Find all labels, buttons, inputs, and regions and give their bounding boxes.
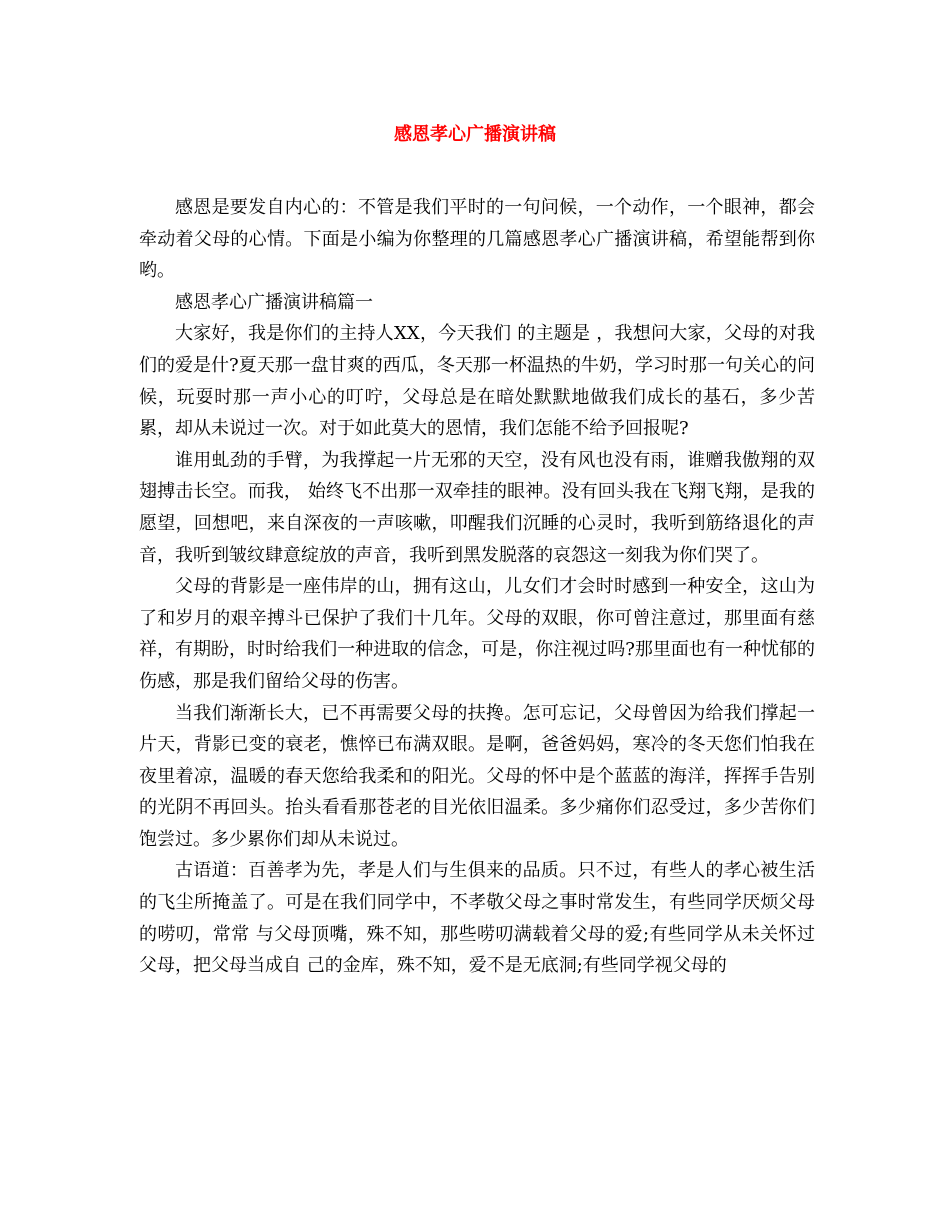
paragraph-1: 大家好，我是你们的主持人XX，今天我们 的主题是 ，我想问大家，父母的对我们的爱是什?夏天那一盘甘爽的西瓜，冬天那一杯温热的牛奶，学习时那一句关心的问候，玩耍时那一声小心的叮咛，父母总是在暗处默默地做我们成长的基石，多少苦累，却从未说过一次。对于如此莫大的恩情，我们怎能不给予回报呢?	[139, 323, 815, 440]
paragraph-intro: 感恩是要发自内心的：不管是我们平时的一句问候，一个动作，一个眼神，都会牵动着父母的心情。下面是小编为你整理的几篇感恩孝心广播演讲稿，希望能帮到你哟。	[139, 197, 815, 282]
paragraph-3: 父母的背影是一座伟岸的山，拥有这山，儿女们才会时时感到一种安全，这山为了和岁月的艰辛搏斗已保护了我们十几年。父母的双眼，你可曾注意过，那里面有慈祥，有期盼，时时给我们一种进取的信念，可是，你注视过吗?那里面也有一种忧郁的伤感，那是我们留给父母的伤害。	[139, 576, 815, 692]
section-heading: 感恩孝心广播演讲稿篇一	[175, 291, 373, 313]
document-body	[139, 192, 815, 982]
paragraph-2: 谁用虬劲的手臂，为我撑起一片无邪的天空，没有风也没有雨，谁赠我傲翔的双翅搏击长空。而我， 始终飞不出那一双牵挂的眼神。没有回头我在飞翔飞翔，是我的愿望，回想吧，来自深夜的一声咳嗽，叩醒我们沉睡的心灵时，我听到筋络退化的声音，我听到皱纹肆意绽放的声音，我听到黑发脱落的哀怨这一刻我为你们哭了。	[139, 449, 815, 566]
paragraph-5: 古语道：百善孝为先，孝是人们与生俱来的品质。只不过，有些人的孝心被生活的飞尘所掩盖了。可是在我们同学中，不孝敬父母之事时常发生，有些同学厌烦父母的唠叨，常常 与父母顶嘴，殊不知，那些唠叨满载着父母的爱;有些同学从未关怀过父母，把父母当成自 己的金库，殊不知，爱不是无底洞;有些同学视父母的	[139, 860, 815, 977]
document-title: 感恩孝心广播演讲稿	[394, 124, 556, 145]
paragraph-4: 当我们渐渐长大，已不再需要父母的扶搀。怎可忘记，父母曾因为给我们撑起一片天，背影已变的衰老，憔悴已布满双眼。是啊，爸爸妈妈，寒冷的冬天您们怕我在夜里着凉，温暖的春天您给我柔和的阳光。父母的怀中是个蓝蓝的海洋，挥挥手告别的光阴不再回头。抬头看看那苍老的目光依旧温柔。多少痛你们忍受过，多少苦你们饱尝过。多少累你们却从未说过。	[139, 702, 815, 850]
